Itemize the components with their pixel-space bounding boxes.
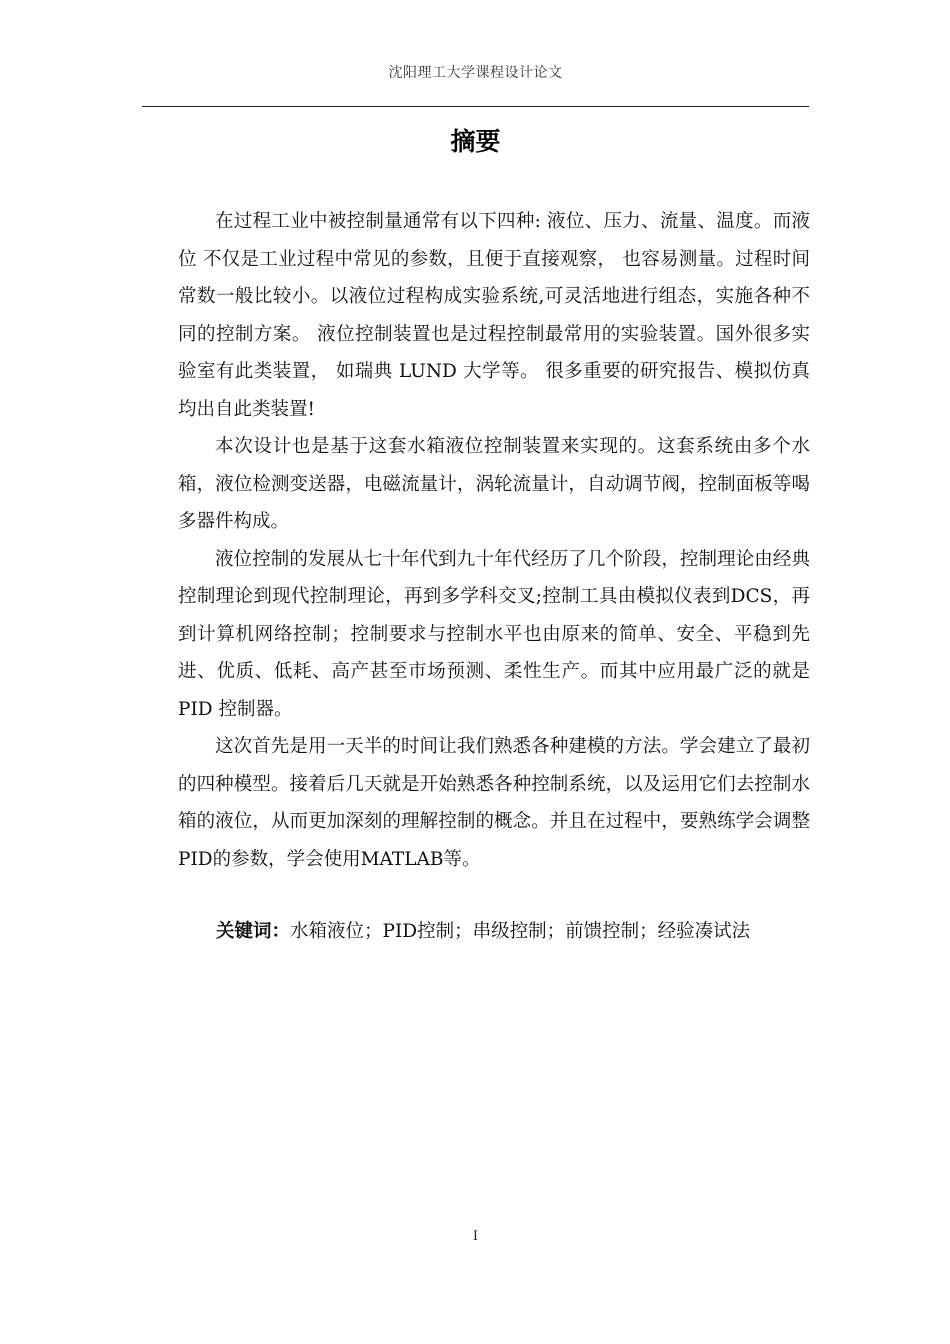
header-divider [142, 106, 809, 107]
abstract-body [178, 203, 810, 878]
page-number: I [472, 1229, 479, 1244]
abstract-paragraph-1: 在过程工业中被控制量通常有以下四种: 液位、压力、流量、温度。而液位 不仅是工业过程中常见的参数，且便于直接观察， 也容易测量。过程时间常数一般比较小。以液位过程构成实验系统,可灵活地进行组态，实施各种不同的控制方案。 液位控制装置也是过程控制最常用的实验装置。国外很多实验室有此类装置， 如瑞典 LUND 大学等。 很多重要的研究报告、模拟仿真均出自此类装置! [178, 211, 810, 420]
abstract-title: 摘要 [450, 127, 501, 156]
abstract-paragraph-4: 这次首先是用一天半的时间让我们熟悉各种建模的方法。学会建立了最初的四种模型。接着后几天就是开始熟悉各种控制系统，以及运用它们去控制水箱的液位，从而更加深刻的理解控制的概念。并且在过程中，要熟练学会调整PID的参数，学会使用MATLAB等。 [178, 736, 810, 870]
keywords-text: 水箱液位；PID控制；串级控制；前馈控制；经验凑试法 [290, 921, 751, 942]
keywords-line [216, 913, 810, 951]
keywords-label: 关键词： [216, 921, 291, 942]
abstract-paragraph-3: 液位控制的发展从七十年代到九十年代经历了几个阶段，控制理论由经典控制理论到现代控制理论，再到多学科交叉;控制工具由模拟仪表到DCS，再到计算机网络控制；控制要求与控制水平也由原来的简单、安全、平稳到先进、优质、低耗、高产甚至市场预测、柔性生产。而其中应用最广泛的就是PID 控制器。 [178, 548, 810, 720]
abstract-paragraph-2: 本次设计也是基于这套水箱液位控制装置来实现的。这套系统由多个水箱，液位检测变送器，电磁流量计，涡轮流量计，自动调节阀，控制面板等喝多器件构成。 [178, 436, 810, 532]
page-header: 沈阳理工大学课程设计论文 [388, 65, 563, 81]
